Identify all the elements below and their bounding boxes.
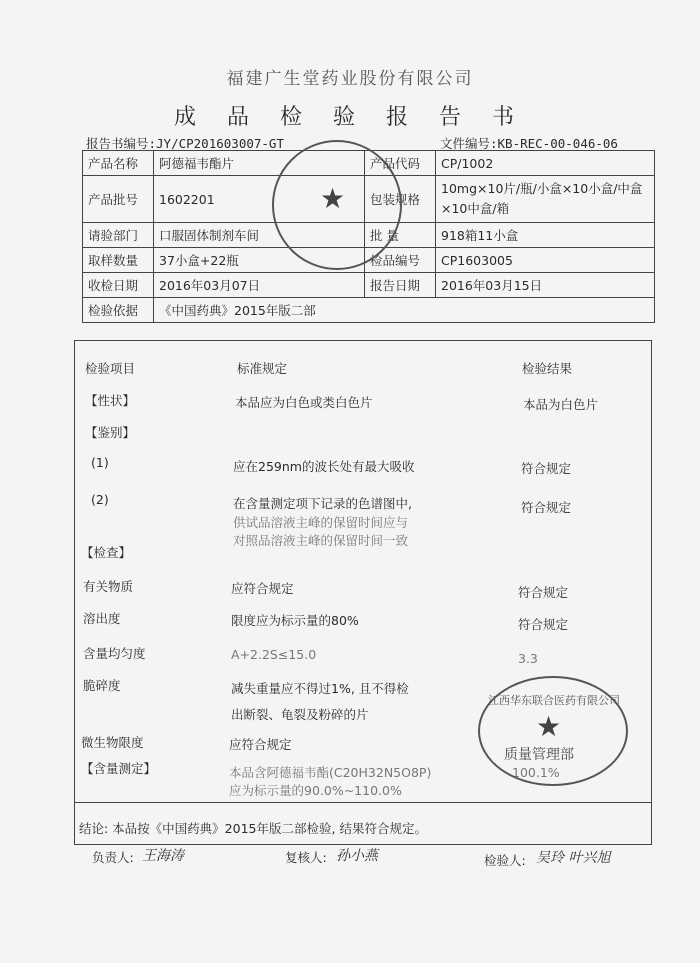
dissolution-result: 符合规定 bbox=[518, 617, 569, 632]
assay-standard-line1: 本品含阿德福韦酯(C20H32N5O8P) bbox=[229, 765, 432, 780]
file-number-label: 文件编号: bbox=[440, 136, 498, 151]
ident2-standard-line1: 在含量测定项下记录的色谱图中, bbox=[233, 496, 412, 511]
dept-label: 请验部门 bbox=[83, 223, 154, 248]
report-date-label: 报告日期 bbox=[365, 273, 436, 298]
spec-label: 包装规格 bbox=[365, 176, 436, 223]
content-uniformity-result: 3.3 bbox=[518, 651, 538, 666]
qa-seal-company: 江西华东联合医药有限公司 bbox=[488, 694, 620, 707]
appearance-result: 本品为白色片 bbox=[523, 397, 599, 412]
report-date: 2016年03月15日 bbox=[436, 273, 655, 298]
col-standard-header: 标准规定 bbox=[237, 361, 288, 376]
sample-label: 取样数量 bbox=[83, 248, 154, 273]
identification-label: 【鉴别】 bbox=[85, 425, 136, 440]
qa-department-seal bbox=[478, 676, 628, 786]
related-substances-standard: 应符合规定 bbox=[231, 581, 294, 596]
test-basis: 《中国药典》2015年版二部 bbox=[154, 298, 655, 323]
ident2-standard-line3: 对照品溶液主峰的保留时间一致 bbox=[233, 533, 409, 548]
conclusion: 结论: 本品按《中国药典》2015年版二部检验, 结果符合规定。 bbox=[79, 821, 427, 836]
friability-label: 脆碎度 bbox=[83, 678, 121, 693]
col-result-header: 检验结果 bbox=[522, 361, 573, 376]
seal-star-icon: ★ bbox=[320, 182, 346, 215]
responsible-signature: 王海涛 bbox=[142, 848, 184, 864]
batch-label: 产品批号 bbox=[83, 176, 154, 223]
company-name: 福建广生堂药业股份有限公司 bbox=[226, 69, 474, 89]
microbial-limit-label: 微生物限度 bbox=[81, 735, 144, 750]
request-dept: 口服固体制剂车间 bbox=[154, 223, 365, 248]
appearance-label: 【性状】 bbox=[85, 393, 136, 408]
related-substances-label: 有关物质 bbox=[83, 579, 134, 594]
dissolution-label: 溶出度 bbox=[83, 611, 121, 626]
conclusion-divider bbox=[75, 802, 651, 803]
ident2-result: 符合规定 bbox=[521, 500, 572, 515]
inspector-signature: 吴玲 叶兴旭 bbox=[536, 850, 611, 866]
ident1-result: 符合规定 bbox=[521, 461, 572, 476]
content-uniformity-label: 含量均匀度 bbox=[83, 646, 146, 661]
related-substances-result: 符合规定 bbox=[518, 585, 569, 600]
reviewer-label: 复核人: bbox=[285, 850, 327, 865]
product-code: CP/1002 bbox=[436, 151, 655, 176]
test-number-label: 检品编号 bbox=[365, 248, 436, 273]
col-item-header: 检验项目 bbox=[85, 361, 136, 376]
batch-quantity: 918箱11小盒 bbox=[436, 223, 655, 248]
assay-result: 100.1% bbox=[512, 765, 560, 780]
receive-date-label: 收检日期 bbox=[83, 273, 154, 298]
friability-standard-line1: 减失重量应不得过1%, 且不得检 bbox=[231, 681, 409, 696]
ident1-number: (1) bbox=[91, 455, 109, 470]
microbial-limit-standard: 应符合规定 bbox=[229, 737, 292, 752]
product-name-label: 产品名称 bbox=[83, 151, 154, 176]
product-name: 阿德福韦酯片 bbox=[154, 151, 365, 176]
table-row bbox=[83, 273, 655, 298]
test-number: CP1603005 bbox=[436, 248, 655, 273]
basis-label: 检验依据 bbox=[83, 298, 154, 323]
report-number-value: JY/CP201603007-GT bbox=[156, 136, 284, 151]
content-uniformity-standard: A+2.2S≤15.0 bbox=[231, 647, 317, 662]
quantity-label: 批 量 bbox=[365, 223, 436, 248]
dissolution-standard: 限度应为标示量的80% bbox=[231, 613, 359, 628]
batch-number: 1602201 bbox=[154, 176, 365, 223]
assay-standard-line2: 应为标示量的90.0%~110.0% bbox=[229, 783, 402, 798]
assay-label: 【含量测定】 bbox=[81, 761, 157, 776]
ident1-standard: 应在259nm的波长处有最大吸收 bbox=[233, 459, 415, 474]
responsible-label: 负责人: bbox=[92, 850, 134, 865]
inspector-label: 检验人: bbox=[484, 853, 526, 868]
appearance-standard: 本品应为白色或类白色片 bbox=[235, 395, 373, 410]
check-label: 【检查】 bbox=[81, 545, 132, 560]
document-title: 成 品 检 验 报 告 书 bbox=[174, 105, 526, 130]
receive-date: 2016年03月07日 bbox=[154, 273, 365, 298]
ident2-standard-line2: 供试品溶液主峰的保留时间应与 bbox=[233, 515, 409, 530]
reviewer-signature: 孙小燕 bbox=[336, 848, 378, 864]
friability-standard-line2: 出断裂、龟裂及粉碎的片 bbox=[231, 707, 369, 722]
ident2-number: (2) bbox=[91, 492, 109, 507]
file-number-value: KB-REC-00-046-06 bbox=[497, 136, 618, 151]
qa-seal-star-icon: ★ bbox=[536, 710, 562, 743]
table-row bbox=[83, 298, 655, 323]
company-seal bbox=[272, 140, 402, 270]
qa-seal-dept: 质量管理部 bbox=[504, 747, 574, 763]
report-number-label: 报告书编号: bbox=[86, 136, 157, 151]
product-code-label: 产品代码 bbox=[365, 151, 436, 176]
package-spec: 10mg×10片/瓶/小盒×10小盒/中盒×10中盒/箱 bbox=[436, 176, 655, 223]
sample-quantity: 37小盒+22瓶 bbox=[154, 248, 365, 273]
